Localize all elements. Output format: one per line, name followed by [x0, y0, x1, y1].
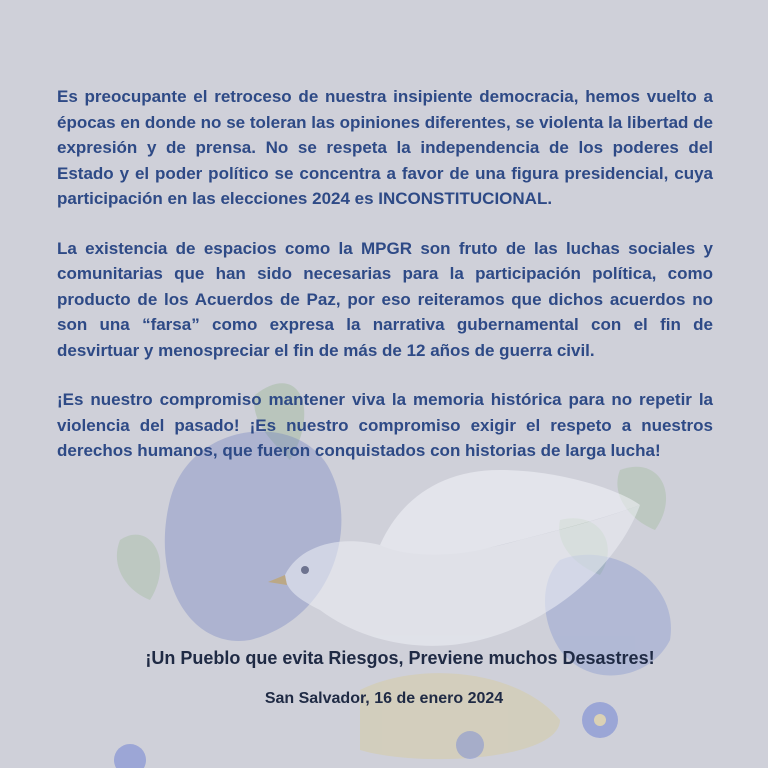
- flower-shape: [456, 731, 484, 759]
- paragraph-peace-accords: La existencia de espacios como la MPGR son fruto de las luchas sociales y comunitarias que han sido necesarias para la participación política, como producto de los Acuerdos de Paz, por eso reiteramos que dichos acuerdos no son una “farsa” como expresa la narrativa gubernamental con el fin de desvirtuar y menospreciar el fin de más de 12 años de guerra civil.: [57, 238, 713, 360]
- dateline: San Salvador, 16 de enero 2024: [264, 690, 504, 707]
- dove-eye-shape: [301, 566, 309, 574]
- leaf-shape: [117, 535, 160, 600]
- flower-center-shape: [594, 714, 606, 726]
- flower-shape: [114, 744, 146, 768]
- letter-body: [57, 84, 713, 488]
- paragraph-commitment: ¡Es nuestro compromiso mantener viva la memoria histórica para no repetir la violencia del pasado! ¡Es nuestro compromiso exigir el respeto a nuestros derechos humanos, que fueron conquistados con historias de larga lucha!: [57, 390, 713, 460]
- slogan: ¡Un Pueblo que evita Riesgos, Previene muchos Desastres!: [145, 648, 655, 668]
- yellow-wash-shape: [360, 673, 560, 759]
- paragraph-democracy: Es preocupante el retroceso de nuestra insipiente democracia, hemos vuelto a épocas en donde no se toleran las opiniones diferentes, se violenta la libertad de expresión y de prensa. No se respeta la independencia de los poderes del Estado y el poder político se concentra a favor de una figura presidencial, cuya participación en las elecciones 2024 es INCONSTITUCIONAL.: [57, 87, 713, 208]
- dove-beak-shape: [268, 575, 287, 585]
- dove-body-shape: [285, 505, 640, 646]
- leaf-shape: [559, 518, 608, 575]
